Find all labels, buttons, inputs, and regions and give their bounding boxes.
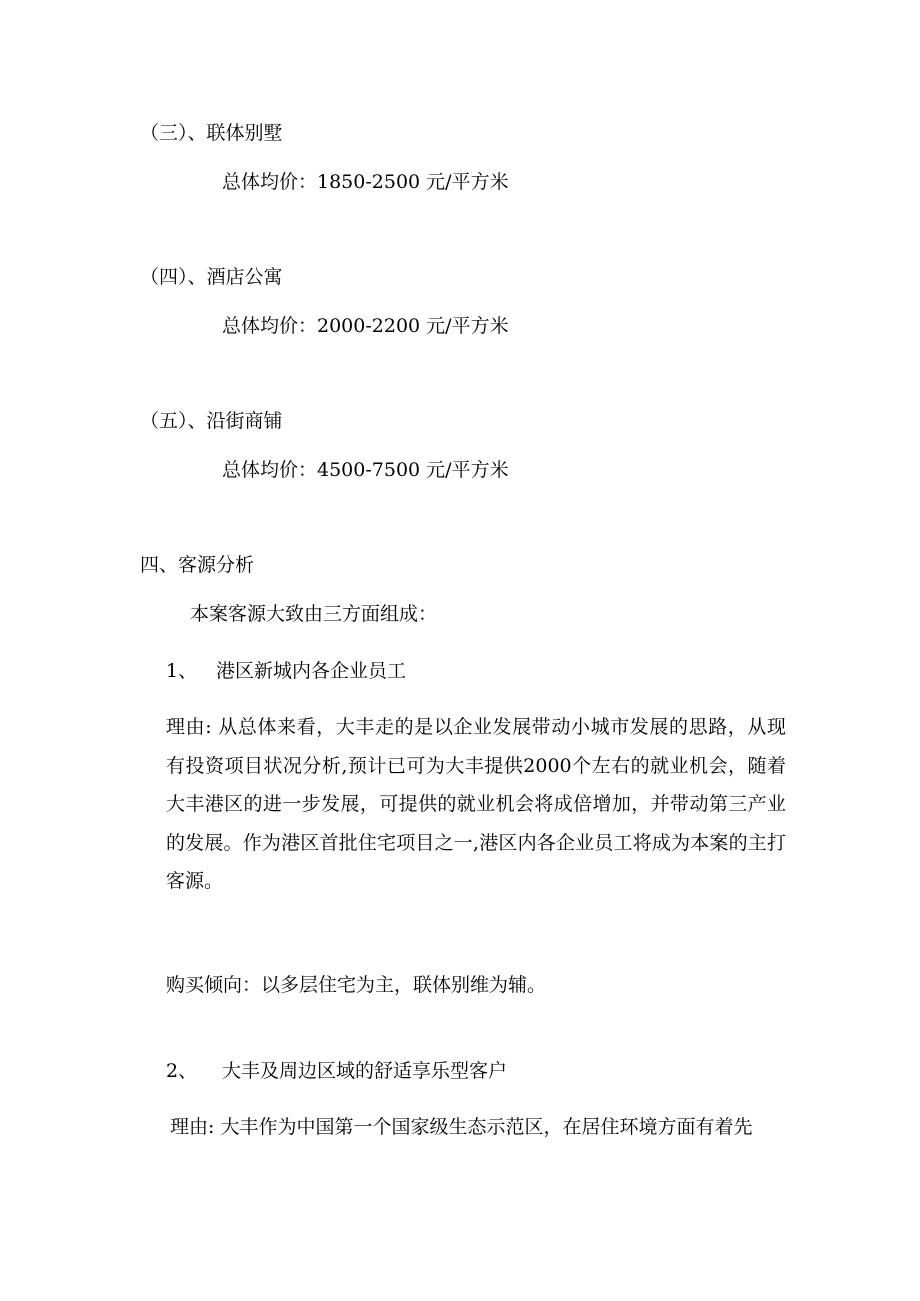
group-1-number: 1、 bbox=[166, 660, 198, 682]
group-1-reason: 理由: 从总体来看，大丰走的是以企业发展带动小城市发展的思路，从现有投资项目状况分析,预计已可为大丰提供2000个左右的就业机会，随着大丰港区的进一步发展，可提供的就业机会将成倍增加，并带动第三产业的发展。作为港区首批住宅项目之一,港区内各企业员工将成为本案的主打客源。 bbox=[166, 716, 786, 892]
section-price-hotel: 总体均价：2000-2200 元/平方米 bbox=[222, 315, 509, 337]
group-2-heading bbox=[166, 1062, 507, 1081]
analysis-heading: 四、客源分析 bbox=[140, 554, 255, 576]
group-1-heading bbox=[166, 662, 406, 681]
section-heading-villa: （三）、联体别墅 bbox=[140, 122, 283, 144]
group-2-number: 2、 bbox=[166, 1060, 198, 1082]
group-1-title: 港区新城内各企业员工 bbox=[216, 660, 407, 682]
group-2-title: 大丰及周边区域的舒适享乐型客户 bbox=[222, 1060, 508, 1082]
section-price-shops: 总体均价：4500-7500 元/平方米 bbox=[222, 459, 509, 481]
analysis-intro: 本案客源大致由三方面组成： bbox=[190, 603, 438, 625]
group-2-reason: 理由: 大丰作为中国第一个国家级生态示范区，在居住环境方面有着先 bbox=[170, 1116, 753, 1138]
section-price-villa: 总体均价：1850-2500 元/平方米 bbox=[222, 171, 509, 193]
section-heading-shops: （五）、沿街商铺 bbox=[140, 410, 283, 432]
group-1-tendency: 购买倾向：以多层住宅为主，联体别维为辅。 bbox=[166, 974, 547, 996]
section-heading-hotel: （四）、酒店公寓 bbox=[140, 266, 283, 288]
